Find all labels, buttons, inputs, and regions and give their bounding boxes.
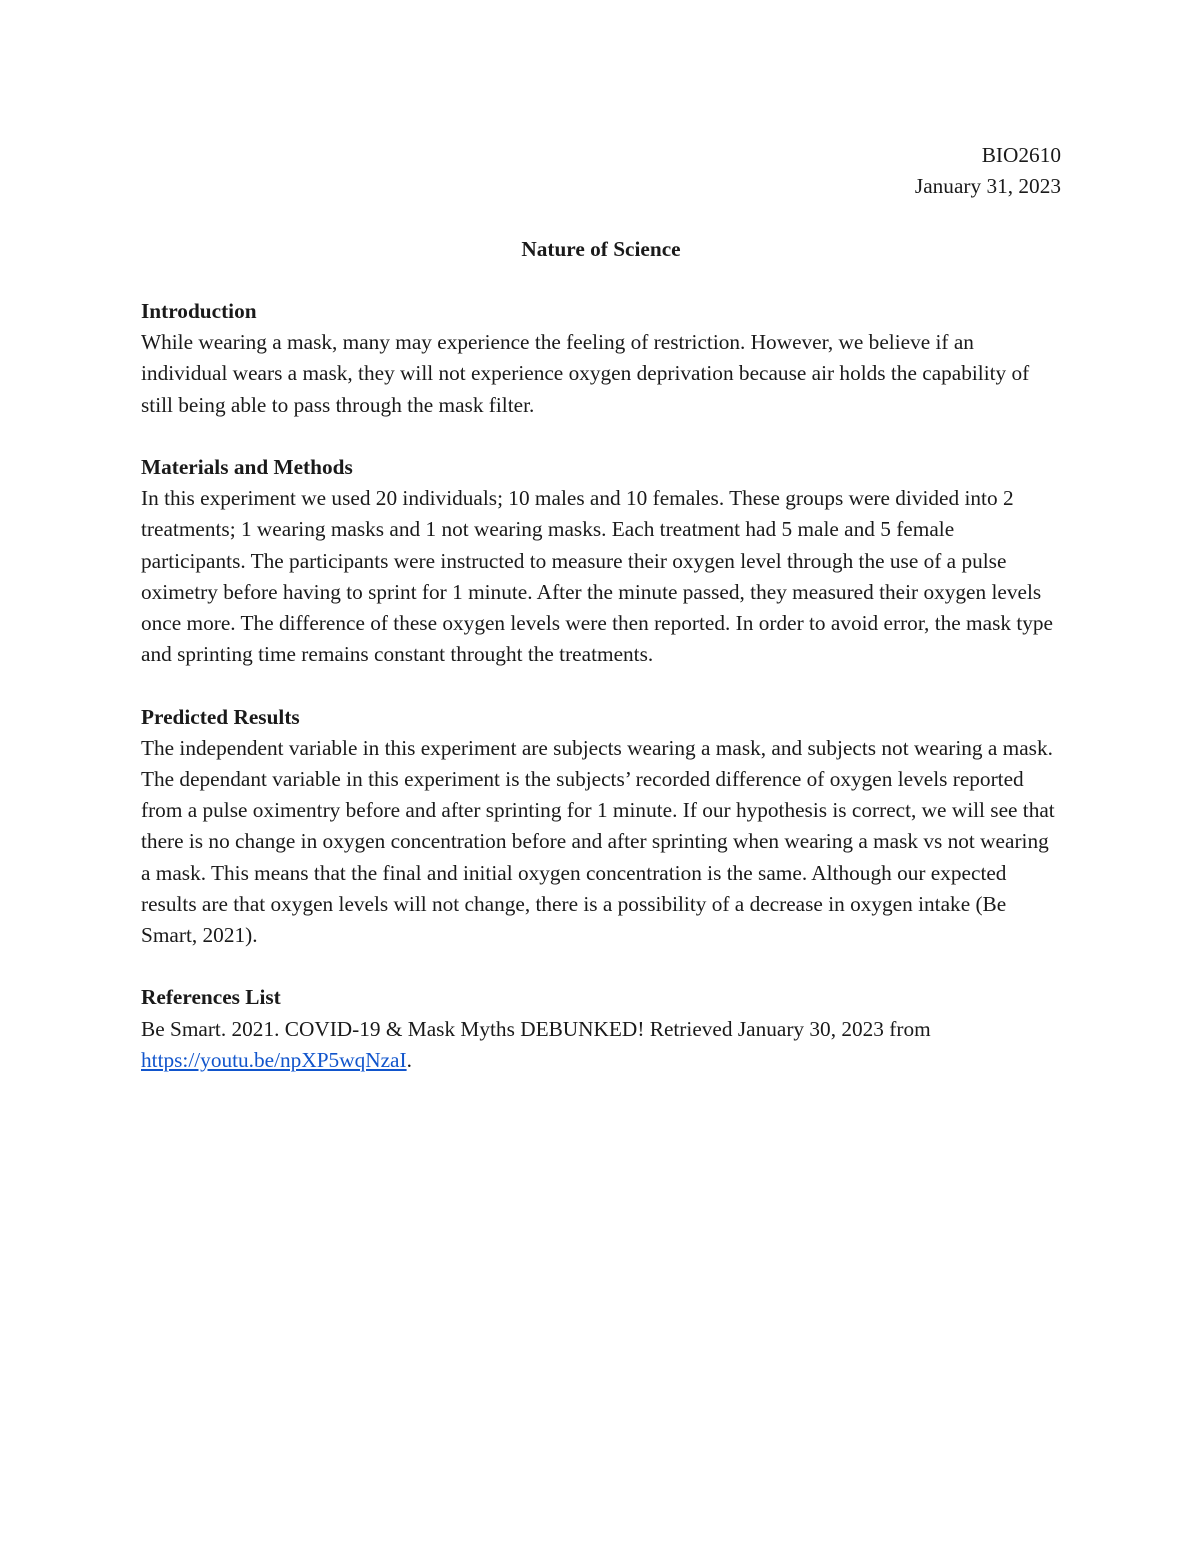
predicted-results-body: The independent variable in this experiment are subjects wearing a mask, and subjects not wearing a mask. The dependant variable in this experiment is the subjects’ recorded difference of oxygen levels reported from a pulse oximentry before and after sprinting for 1 minute. If our hypothesis is correct, we will see that there is no change in oxygen concentration before and after sprinting when wearing a mask vs not wearing a mask. This means that the final and initial oxygen concentration is the same. Although our expected results are that oxygen levels will not change, there is a possibility of a decrease in oxygen intake (Be Smart, 2021). [141,735,1055,948]
introduction-heading: Introduction [141,298,257,323]
document-date: January 31, 2023 [914,174,1061,199]
introduction-body: While wearing a mask, many may experience the feeling of restriction. However, we believe if an individual wears a mask, they will not experience oxygen deprivation because air holds the capability of still being able to pass through the mask filter. [141,330,1030,417]
spacer [141,265,1061,296]
course-code: BIO2610 [981,143,1061,167]
materials-heading: Materials and Methods [141,454,353,479]
document-title: Nature of Science [521,236,681,261]
materials-body: In this experiment we used 20 individuals; 10 males and 10 females. These groups were divided into 2 treatments; 1 wearing masks and 1 not wearing masks. Each treatment had 5 male and 5 female participants. The participants were instructed to measure their oxygen level through the use of a pulse oximetry before having to sprint for 1 minute. After the minute passed, they measured their oxygen levels once more. The difference of these oxygen levels were then reported. In order to avoid error, the mask type and sprinting time remains constant throught the treatments. [141,486,1053,667]
document-page [141,140,1061,1076]
spacer [141,202,1061,233]
reference-link[interactable]: https://youtu.be/npXP5wqNzaI [141,1047,407,1072]
reference-trailing: . [406,1047,412,1072]
reference-entry [141,1014,1061,1076]
spacer [141,951,1061,982]
predicted-results-heading: Predicted Results [141,704,300,729]
references-heading: References List [141,985,281,1010]
reference-text: Be Smart. 2021. COVID-19 & Mask Myths DEBUNKED! Retrieved January 30, 2023 from [141,1016,931,1041]
spacer [141,670,1061,701]
spacer [141,421,1061,452]
